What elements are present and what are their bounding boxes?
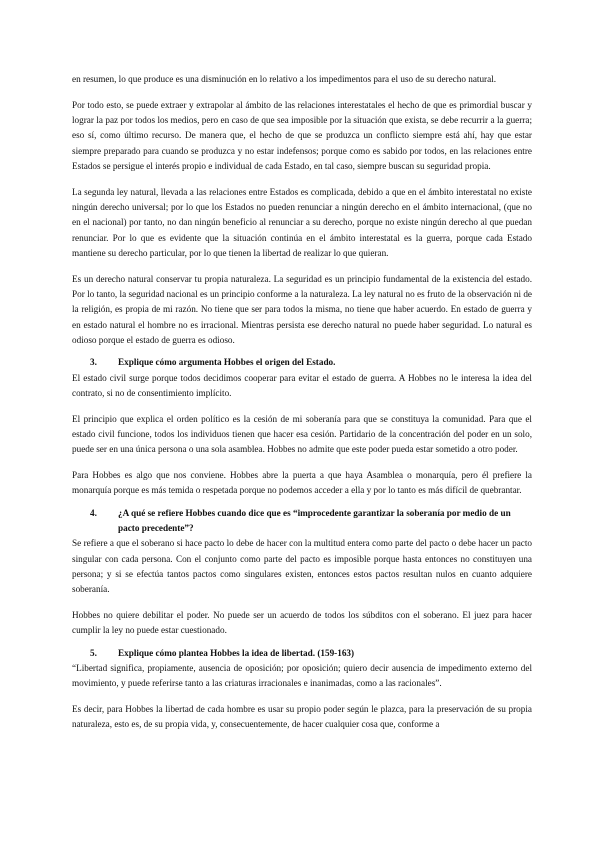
- question-number: 5.: [90, 647, 97, 658]
- question-5-heading: [72, 646, 532, 661]
- paragraph-soberano-pacto: Se refiere a que el soberano si hace pacto lo debe de hacer con la multitud entera como parte del pacto o debe hacer un pacto singular con cada persona. Con el conjunto como parte del pacto es imposible porque hasta entonces no constituyen una persona; y si se efectúa tantos pactos como singulares existen, entonces estos pactos resultan nulos en cuanto adquiere soberanía.: [72, 538, 532, 595]
- question-text: Explique cómo argumenta Hobbes el origen del Estado.: [118, 357, 336, 368]
- paragraph-segunda-ley-natural: La segunda ley natural, llevada a las relaciones entre Estados es complicada, debido a que en el ámbito interestatal no existe ningún derecho universal; por lo que los Estados no pueden renunciar a ningún derecho en el ámbito internacional, (que no en el nacional) por tanto, no dan ningún beneficio al renunciar a su derecho, porque no existe ningún derecho al que puedan renunciar. Por lo que es evidente que la situación continúa en el ámbito interestatal es la guerra, porque cada Estado mantiene su derecho particular, por lo que tienen la libertad de realizar lo que quieran.: [72, 186, 532, 258]
- paragraph-cita-libertad: “Libertad significa, propiamente, ausencia de oposición; por oposición; quiero decir ausencia de impedimento externo del movimiento, y puede referirse tanto a las criaturas irracionales e inanimadas, como a las racionales”.: [72, 662, 532, 689]
- question-number: 3.: [90, 357, 97, 368]
- paragraph-debilitar-poder: Hobbes no quiere debilitar el poder. No puede ser un acuerdo de todos los súbditos con el soberano. El juez para hacer cumplir la ley no puede estar cuestionado.: [72, 609, 532, 636]
- question-text: ¿A qué se refiere Hobbes cuando dice que es “improcedente garantizar la soberanía por medio de un pacto precedente”?: [118, 507, 511, 533]
- paragraph-monarquia: Para Hobbes es algo que nos conviene. Hobbes abre la puerta a que haya Asamblea o monarquía, pero él prefiere la monarquía porque es más temida o respetada porque no podemos acceder a ella y por lo tanto es más difícil de quebrantar.: [72, 470, 532, 496]
- question-3-heading: [72, 355, 532, 370]
- paragraph-libertad-hombre: Es decir, para Hobbes la libertad de cada hombre es usar su propio poder según le plazca, para la preservación de su propia naturaleza, esto es, de su propia vida, y, consecuentemente, de hacer cualquier cosa que, conforme a: [72, 703, 532, 730]
- paragraph-resumen: en resumen, lo que produce es una disminución en lo relativo a los impedimentos para el uso de su derecho natural.: [72, 74, 497, 84]
- question-number: 4.: [90, 507, 97, 518]
- paragraph-relaciones-interestatales: Por todo esto, se puede extraer y extrapolar al ámbito de las relaciones interestatales el hecho de que es primordial buscar y lograr la paz por todos los medios, pero en caso de que sea imposible por la situación que exista, se debe recurrir a la guerra; eso sí, como último recurso. De manera que, el hecho de que se produzca un conflicto siempre está ahí, hay que estar siempre preparado para cuando se produzca y no estar indefensos; porque como es sabido por todos, en las relaciones entre Estados se persigue el interés propio e individual de cada Estado, en tal caso, siempre buscan su seguridad propia.: [72, 99, 532, 171]
- paragraph-derecho-natural: Es un derecho natural conservar tu propia naturaleza. La seguridad es un principio fundamental de la existencia del estado. Por lo tanto, la seguridad nacional es un principio conforme a la naturaleza. La ley natural no es fruto de la observación ni de la religión, es propia de mi razón. No tiene que ser para todos la misma, no tiene que haber acuerdo. En estado de guerra y en estado natural el hombre no es irracional. Mientras persista ese derecho natural no puede haber seguridad. Lo natural es odioso porque el estado de guerra es odioso.: [72, 273, 532, 345]
- paragraph-orden-politico: El principio que explica el orden político es la cesión de mi soberanía para que se constituya la comunidad. Para que el estado civil funcione, todos los individuos tienen que hacer esa cesión. Partidario de la concentración del poder en un solo, puede ser en una única persona o una sola asamblea. Hobbes no admite que este poder pueda estar sometido a otro poder.: [72, 413, 532, 455]
- paragraph-estado-civil: El estado civil surge porque todos decidimos cooperar para evitar el estado de guerra. A Hobbes no le interesa la idea del contrato, si no de consentimiento implícito.: [72, 372, 532, 398]
- question-text: Explique cómo plantea Hobbes la idea de libertad. (159-163): [118, 647, 355, 658]
- question-4-heading: [72, 506, 532, 537]
